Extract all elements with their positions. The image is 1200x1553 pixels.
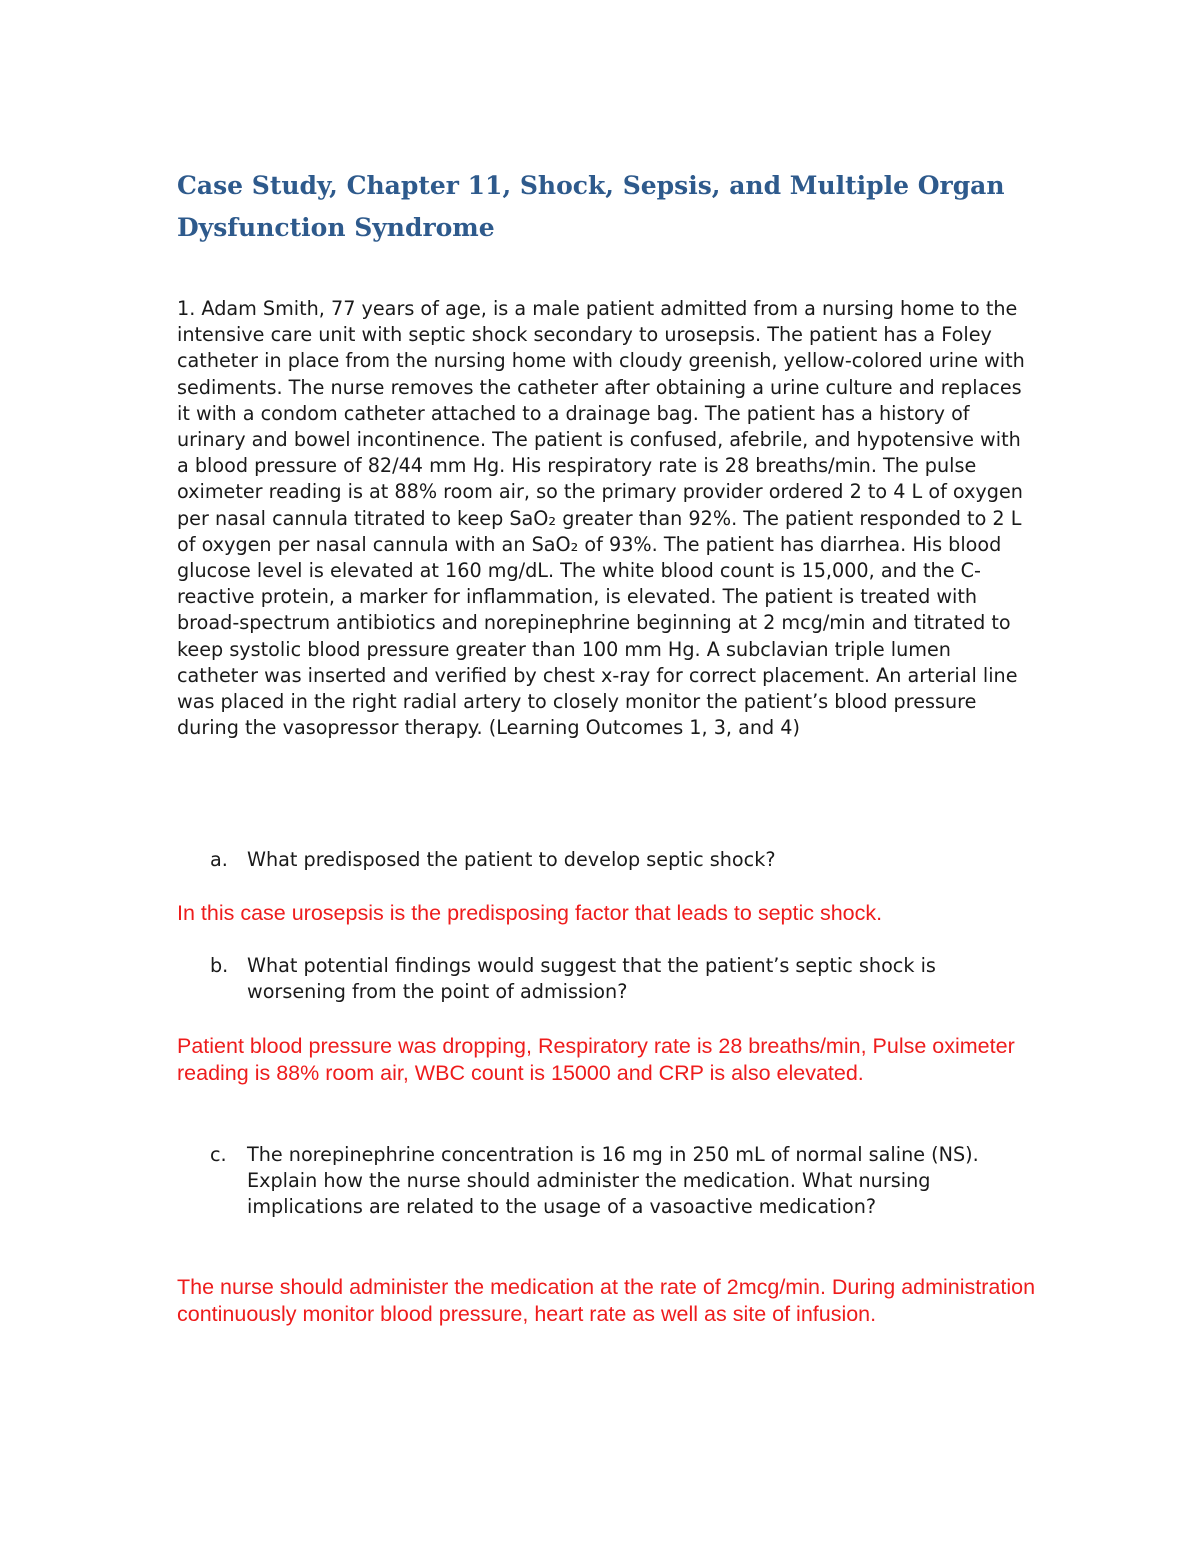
question-c-letter: c. xyxy=(210,1143,227,1166)
document-title: Case Study, Chapter 11, Shock, Sepsis, and Multiple Organ Dysfunction Syndrome xyxy=(177,171,1005,242)
question-b-text: What potential findings would suggest that the patient’s septic shock is worsening from the point of admission? xyxy=(247,954,936,1004)
question-b xyxy=(210,953,1035,1005)
case-description: 1. Adam Smith, 77 years of age, is a male patient admitted from a nursing home to the intensive care unit with septic shock secondary to urosepsis. The patient has a Foley catheter in place from the nursing home with cloudy greenish, yellow-colored urine with sediments. The nurse removes the catheter after obtaining a urine culture and replaces it with a condom catheter attached to a drainage bag. The patient has a history of urinary and bowel incontinence. The patient is confused, afebrile, and hypotensive with a blood pressure of 82/44 mm Hg. His respiratory rate is 28 breaths/min. The pulse oximeter reading is at 88% room air, so the primary provider ordered 2 to 4 L of oxygen per nasal cannula titrated to keep SaO₂ greater than 92%. The patient responded to 2 L of oxygen per nasal cannula with an SaO₂ of 93%. The patient has diarrhea. His blood glucose level is elevated at 160 mg/dL. The white blood count is 15,000, and the C-reactive protein, a marker for inflammation, is elevated. The patient is treated with broad-spectrum antibiotics and norepinephrine beginning at 2 mcg/min and titrated to keep systolic blood pressure greater than 100 mm Hg. A subclavian triple lumen catheter was inserted and verified by chest x-ray for correct placement. An arterial line was placed in the right radial artery to closely monitor the patient’s blood pressure during the vasopressor therapy. (Learning Outcomes 1, 3, and 4) xyxy=(177,297,1025,740)
answer-b: Patient blood pressure was dropping, Respiratory rate is 28 breaths/min, Pulse oximeter reading is 88% room air, WBC count is 15000 and CRP is also elevated. xyxy=(177,1034,1015,1085)
question-a-letter: a. xyxy=(210,848,228,871)
question-b-letter: b. xyxy=(210,954,229,977)
answer-c: The nurse should administer the medication at the rate of 2mcg/min. During administration continuously monitor blood pressure, heart rate as well as site of infusion. xyxy=(177,1275,1036,1326)
question-c xyxy=(210,1142,1035,1221)
answer-a: In this case urosepsis is the predisposing factor that leads to septic shock. xyxy=(177,901,883,925)
question-c-text: The norepinephrine concentration is 16 mg in 250 mL of normal saline (NS). Explain how the nurse should administer the medication. What nursing implications are related to the usage of a vasoactive medication? xyxy=(247,1143,979,1219)
question-a xyxy=(210,847,1035,873)
question-a-text: What predisposed the patient to develop septic shock? xyxy=(247,848,776,871)
